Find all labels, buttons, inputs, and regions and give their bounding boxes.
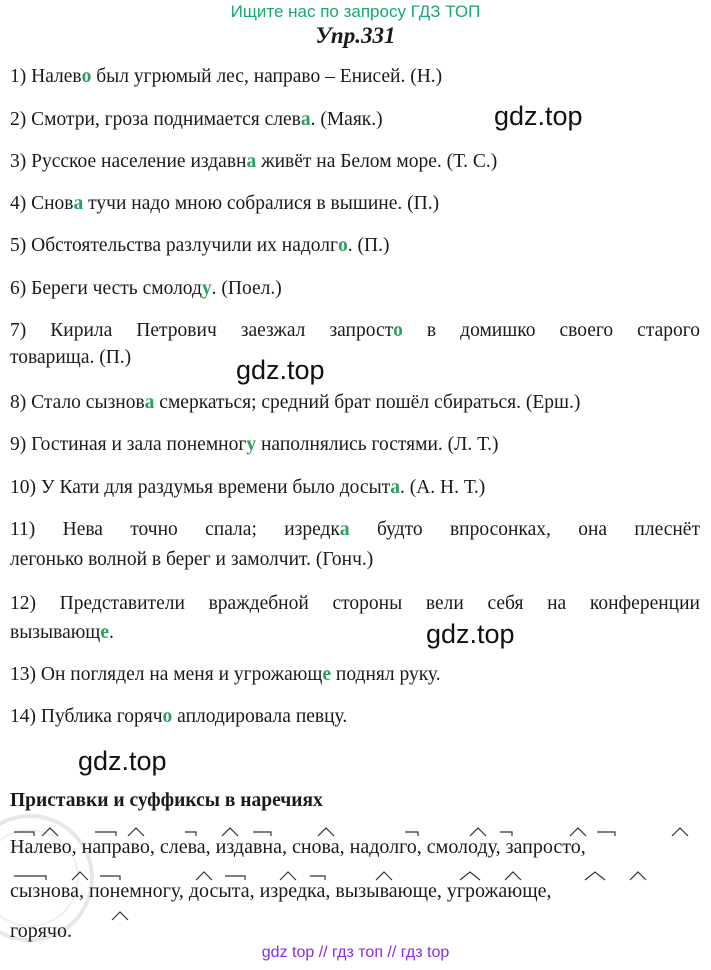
sentence-text: 3) Русское население издавн bbox=[10, 151, 247, 172]
watermark: gdz.top bbox=[78, 746, 167, 776]
highlighted-letter: о bbox=[162, 706, 173, 727]
watermark: gdz.top bbox=[236, 355, 325, 385]
highlighted-letter: а bbox=[73, 193, 84, 214]
section-title: Приставки и суффиксы в наречиях bbox=[10, 790, 323, 811]
sentence-text: смеркаться; средний брат пошёл сбираться. (Ерш.) bbox=[154, 392, 581, 413]
highlighted-letter: а bbox=[339, 519, 350, 540]
highlighted-letter: а bbox=[144, 392, 155, 413]
sentence-text: 10) У Кати для раздумья времени было досыт bbox=[10, 477, 391, 498]
sentence-text: 14) Публика горяч bbox=[10, 706, 163, 727]
highlighted-letter: а bbox=[390, 477, 400, 498]
sentence-text: 11) Нева точно спала; изредк bbox=[10, 519, 340, 540]
sentence-12 bbox=[10, 593, 700, 615]
morpheme-marks bbox=[0, 824, 711, 939]
highlighted-letter: о bbox=[338, 235, 348, 256]
morphemic-line-3: горячо. bbox=[10, 920, 72, 942]
sentence-5 bbox=[10, 235, 389, 257]
highlighted-letter: о bbox=[393, 320, 403, 341]
sentence-4 bbox=[10, 193, 439, 215]
sentence-11-continuation: легонько волной в берег и замолчит. (Гонч.) bbox=[10, 549, 374, 570]
sentence-14 bbox=[10, 706, 347, 728]
sentence-text: поднял руку. bbox=[331, 664, 441, 685]
sentence-text: 12) Представители враждебной стороны вели себя на конференции bbox=[10, 593, 700, 614]
sentence-text: . bbox=[108, 622, 114, 643]
sentence-text: 13) Он поглядел на меня и угрожающ bbox=[10, 664, 323, 685]
highlighted-letter: о bbox=[81, 66, 92, 87]
sentence-text: тучи надо мною собралися в вышине. (П.) bbox=[83, 193, 440, 214]
sentence-text: 7) Кирила Петрович заезжал запрост bbox=[10, 320, 394, 341]
sentence-8 bbox=[10, 392, 580, 414]
sentence-text: . (Поел.) bbox=[211, 278, 282, 299]
sentence-text: живёт на Белом море. (Т. С.) bbox=[256, 151, 498, 172]
sentence-3 bbox=[10, 151, 497, 173]
watermark: gdz.top bbox=[494, 101, 583, 131]
sentence-text: . (Маяк.) bbox=[310, 109, 383, 130]
sentence-2 bbox=[10, 109, 383, 131]
sentence-text: в домишко своего старого bbox=[402, 320, 700, 341]
highlighted-letter: а bbox=[246, 151, 257, 172]
sentence-text: 8) Стало сызнов bbox=[10, 392, 145, 413]
site-banner: Ищите нас по запросу ГДЗ ТОП bbox=[230, 2, 481, 21]
sentence-text: 4) Снов bbox=[10, 193, 74, 214]
sentence-7 bbox=[10, 320, 700, 342]
highlighted-letter: у bbox=[201, 278, 212, 299]
sentence-text: . (П.) bbox=[347, 235, 390, 256]
sentence-text: 5) Обстоятельства разлучили их надолг bbox=[10, 235, 339, 256]
sentence-13 bbox=[10, 664, 441, 686]
exercise-title: Упр.331 bbox=[315, 23, 396, 48]
footer-links: gdz top // гдз топ // гдз top bbox=[261, 944, 450, 961]
sentence-text: 6) Береги честь смолод bbox=[10, 278, 202, 299]
sentence-7-continuation: товарища. (П.) bbox=[10, 347, 132, 368]
sentence-12-continuation bbox=[10, 622, 114, 644]
highlighted-letter: у bbox=[246, 434, 257, 455]
sentence-text: аплодировала певцу. bbox=[172, 706, 348, 727]
sentence-text: будто впросонках, она плеснёт bbox=[349, 519, 700, 540]
sentence-text: 9) Гостиная и зала понемног bbox=[10, 434, 247, 455]
highlighted-letter: е bbox=[322, 664, 332, 685]
morphemic-line-2: сызнова, понемногу, досыта, изредка, вызывающе, угрожающе, bbox=[10, 880, 552, 902]
sentence-9 bbox=[10, 434, 498, 456]
sentence-10 bbox=[10, 477, 485, 499]
sentence-text: . (А. Н. Т.) bbox=[399, 477, 486, 498]
morphemic-line-1: Налево, направо, слева, издавна, снова, надолго, смолоду, запросто, bbox=[10, 836, 586, 858]
sentence-11 bbox=[10, 519, 700, 541]
sentence-text: 1) Налев bbox=[10, 66, 82, 87]
sentence-6 bbox=[10, 278, 282, 300]
highlighted-letter: е bbox=[100, 622, 109, 643]
watermark: gdz.top bbox=[426, 619, 515, 649]
sentence-text: вызывающ bbox=[10, 622, 101, 643]
sentence-1 bbox=[10, 66, 442, 88]
sentence-text: наполнялись гостями. (Л. Т.) bbox=[256, 434, 499, 455]
sentence-text: был угрюмый лес, направо – Енисей. (Н.) bbox=[91, 66, 443, 87]
highlighted-letter: а bbox=[300, 109, 311, 130]
sentence-text: 2) Смотри, гроза поднимается слев bbox=[10, 109, 301, 130]
